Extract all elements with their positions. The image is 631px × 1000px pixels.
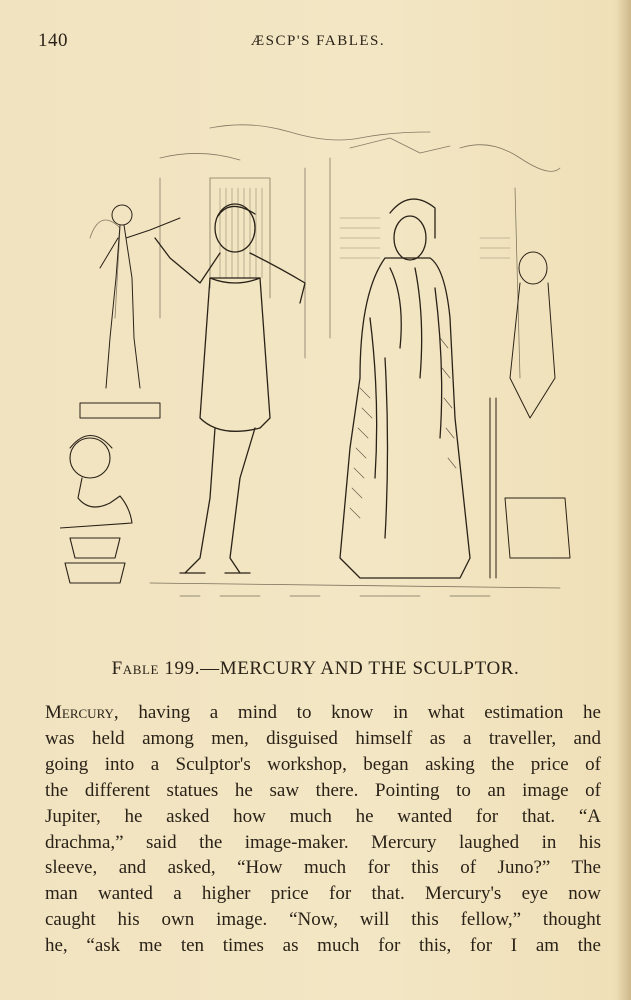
text-line-2: was held among men, disguised himself as a traveller, and [45,727,601,749]
lead-word: Mercury, [45,702,119,723]
text-line-6: drachma,” said the image-maker. Mercury laughed in his [45,831,601,853]
text-line-4: the different statues he saw there. Pointing to an image of [45,779,601,801]
text-line-7: sleeve, and asked, “How much for this of Juno?” The [45,857,601,879]
text-line-5: Jupiter, he asked how much he wanted for that. “A [45,805,601,827]
text-line-3: going into a Sculptor's workshop, began asking the price of [45,753,601,775]
text-line-9: caught his own image. “Now, will this fellow,” thought [45,909,601,931]
page-header [38,30,598,56]
page-number: 140 [38,30,68,51]
fable-name: —MERCURY AND THE SCULPTOR. [200,658,520,679]
fable-title [0,658,631,680]
engraving-illustration-svg [60,118,580,608]
running-head: ÆSCP'S FABLES. [250,33,386,49]
fable-text [45,700,601,959]
engraving-illustration [60,118,580,608]
text-line-8: man wanted a higher price for that. Mercury's eye now [45,883,601,905]
text-line-1: Mercury, having a mind to know in what estimation he [45,702,601,723]
page-edge-shadow [617,0,631,1000]
fable-number: Fable 199. [111,658,201,679]
text-line-10: he, “ask me ten times as much for this, for I am the [45,935,601,957]
